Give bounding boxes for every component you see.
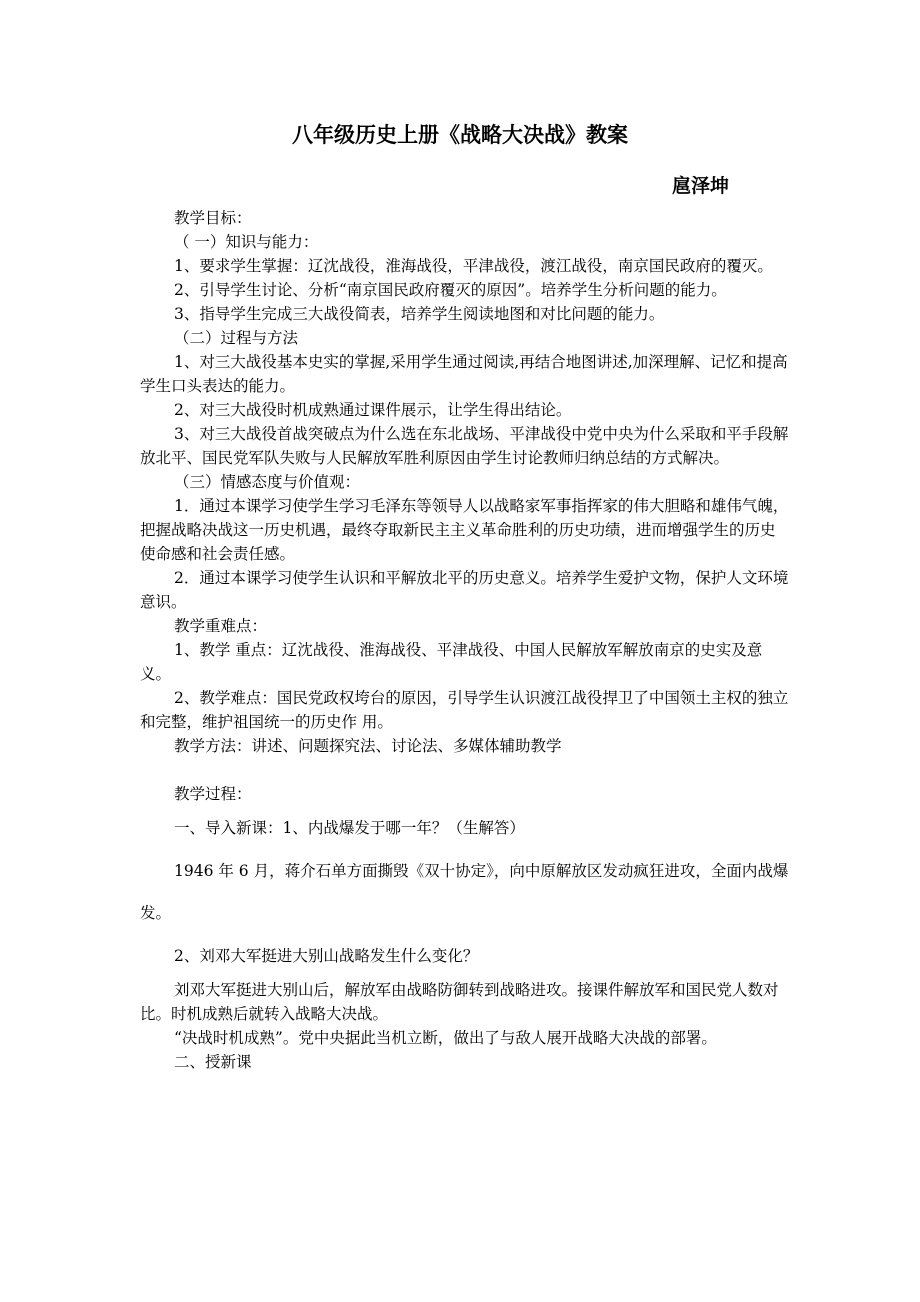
paragraph: “决战时机成熟”。党中央据此当机立断，做出了与敌人展开战略大决战的部署。 [174,1029,717,1047]
section-heading: 教学目标： [174,209,252,227]
section-heading: 教学过程： [174,785,252,803]
subsection-heading: （三）情感态度与价值观： [174,473,361,491]
document-body [140,206,790,1074]
paragraph: 1、对三大战役基本史实的掌握,采用学生通过阅读,再结合地图讲述,加深理解、记忆和提高学生口头表达的能力。 [140,353,788,395]
paragraph: 1946 年 6 月，蒋介石单方面撕毁《双十协定》，向中原解放区发动疯狂进攻，全面内战爆发。 [140,862,789,922]
author-name: 扈泽坤 [672,175,730,197]
subsection-heading: （二）过程与方法 [174,329,299,347]
paragraph: 1．通过本课学习使学生学习毛泽东等领导人以战略家军事指挥家的伟大胆略和雄伟气魄，把握战略决战这一历史机遇，最终夺取新民主主义革命胜利的历史功绩，进而增强学生的历史使命感和社会责任感。 [140,497,789,563]
paragraph: 2、对三大战役时机成熟通过课件展示，让学生得出结论。 [174,401,572,419]
paragraph: 2．通过本课学习使学生认识和平解放北平的历史意义。培养学生爱护文物，保护人文环境意识。 [140,569,789,611]
paragraph: 1、要求学生掌握：辽沈战役，淮海战役，平津战役，渡江战役，南京国民政府的覆灭。 [174,257,773,275]
paragraph: 1、教学 重点：辽沈战役、淮海战役、平津战役、中国人民解放军解放南京的史实及意义。 [140,641,763,683]
paragraph: 3、指导学生完成三大战役简表，培养学生阅读地图和对比问题的能力。 [174,305,665,323]
paragraph: 2、刘邓大军挺进大别山战略发生什么变化？ [174,947,479,965]
section-heading: 二、授新课 [174,1053,252,1071]
paragraph: 一、导入新课：1、内战爆发于哪一年？（生解答） [174,819,525,837]
paragraph: 教学方法：讲述、问题探究法、讨论法、多媒体辅助教学 [174,737,562,755]
paragraph: 2、引导学生讨论、分析“南京国民政府覆灭的原因”。培养学生分析问题的能力。 [174,281,727,299]
section-heading: 教学重难点： [174,617,268,635]
paragraph: 3、对三大战役首战突破点为什么选在东北战场、平津战役中党中央为什么采取和平手段解放北平、国民党军队失败与人民解放军胜利原因由学生讨论教师归纳总结的方式解决。 [140,425,789,467]
document-title: 八年级历史上册《战略大决战》教案 [292,123,628,147]
paragraph: 2、教学难点：国民党政权垮台的原因，引导学生认识渡江战役捍卫了中国领土主权的独立和完整，维护祖国统一的历史作 用。 [140,689,789,731]
subsection-heading: （ 一）知识与能力： [174,233,319,251]
paragraph: 刘邓大军挺进大别山后，解放军由战略防御转到战略进攻。接课件解放军和国民党人数对比。时机成熟后就转入战略大决战。 [140,981,779,1023]
